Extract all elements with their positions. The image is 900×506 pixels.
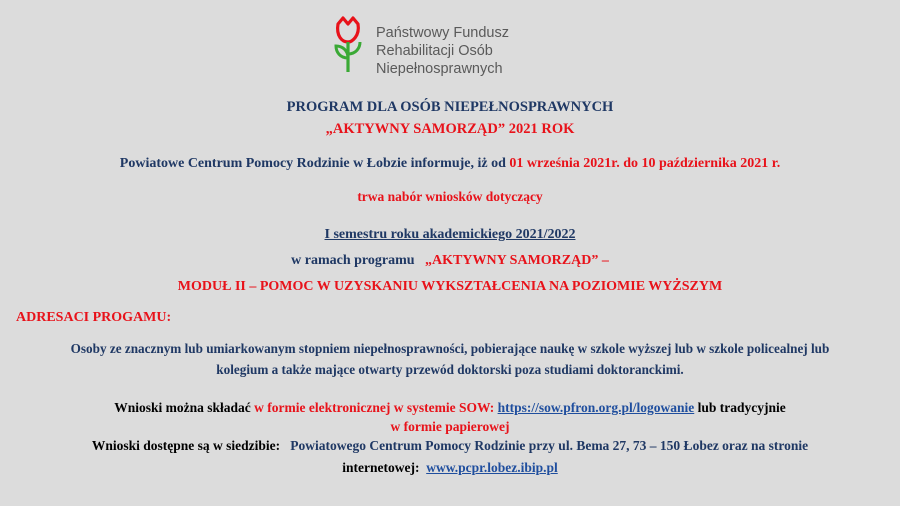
announcement-line [0, 156, 900, 172]
website-line [0, 460, 900, 476]
semester-text: I semestru roku akademickiego 2021/2022 [324, 227, 576, 242]
electronic-form-text: w formie elektronicznej w systemie SOW: [254, 400, 498, 415]
recruitment-dates: 01 września 2021r. do 10 października 2021 r. [509, 156, 781, 171]
applications-text: Wnioski można składać [114, 400, 255, 415]
website-label: internetowej: [342, 460, 420, 475]
addressees-label: ADRESACI PROGAMU: [16, 310, 172, 325]
program-title: PROGRAM DLA OSÓB NIEPEŁNOSPRAWNYCH [286, 99, 614, 115]
applications-line [0, 400, 900, 416]
availability-line [0, 438, 900, 454]
addressees-line-2: kolegium a także mające otwarty przewód doktorski poza studiami doktoranckimi. [216, 362, 684, 377]
module-title: MODUŁ II – POMOC W UZYSKANIU WYKSZTAŁCENIA NA POZIOMIE WYŻSZYM [177, 279, 723, 294]
program-subtitle: „AKTYWNY SAMORZĄD” 2021 ROK [325, 121, 575, 137]
logo-line-2: Rehabilitacji Osób [376, 43, 493, 59]
addressees-line-1: Osoby ze znacznym lub umiarkowanym stopniem niepełnosprawności, pobierające naukę w szkole wyższej lub w szkole policealnej lub [70, 341, 830, 356]
logo-text [376, 24, 509, 78]
logo-line-3: Niepełnosprawnych [376, 61, 503, 77]
announcement-intro: Powiatowe Centrum Pomocy Rodzinie w Łobzie informuje, iż od [119, 156, 510, 171]
website-link[interactable]: www.pcpr.lobez.ibip.pl [426, 460, 558, 475]
tulip-icon [330, 14, 370, 78]
program-prefix: w ramach programu [291, 253, 415, 268]
logo-line-1: Państwowy Fundusz [376, 25, 509, 41]
pfron-logo [330, 14, 570, 78]
program-line [0, 253, 900, 269]
recruitment-text: trwa nabór wniosków dotyczący [357, 189, 543, 204]
program-name: „AKTYWNY SAMORZĄD” – [425, 253, 609, 268]
paper-form-text: w formie papierowej [390, 419, 510, 434]
office-address: Powiatowego Centrum Pomocy Rodzinie przy ul. Bema 27, 73 – 150 Łobez oraz na stronie [290, 438, 809, 453]
sow-link[interactable]: https://sow.pfron.org.pl/logowanie [497, 400, 695, 415]
availability-label: Wnioski dostępne są w siedzibie: [91, 438, 281, 453]
traditional-text: lub tradycyjnie [694, 400, 786, 415]
